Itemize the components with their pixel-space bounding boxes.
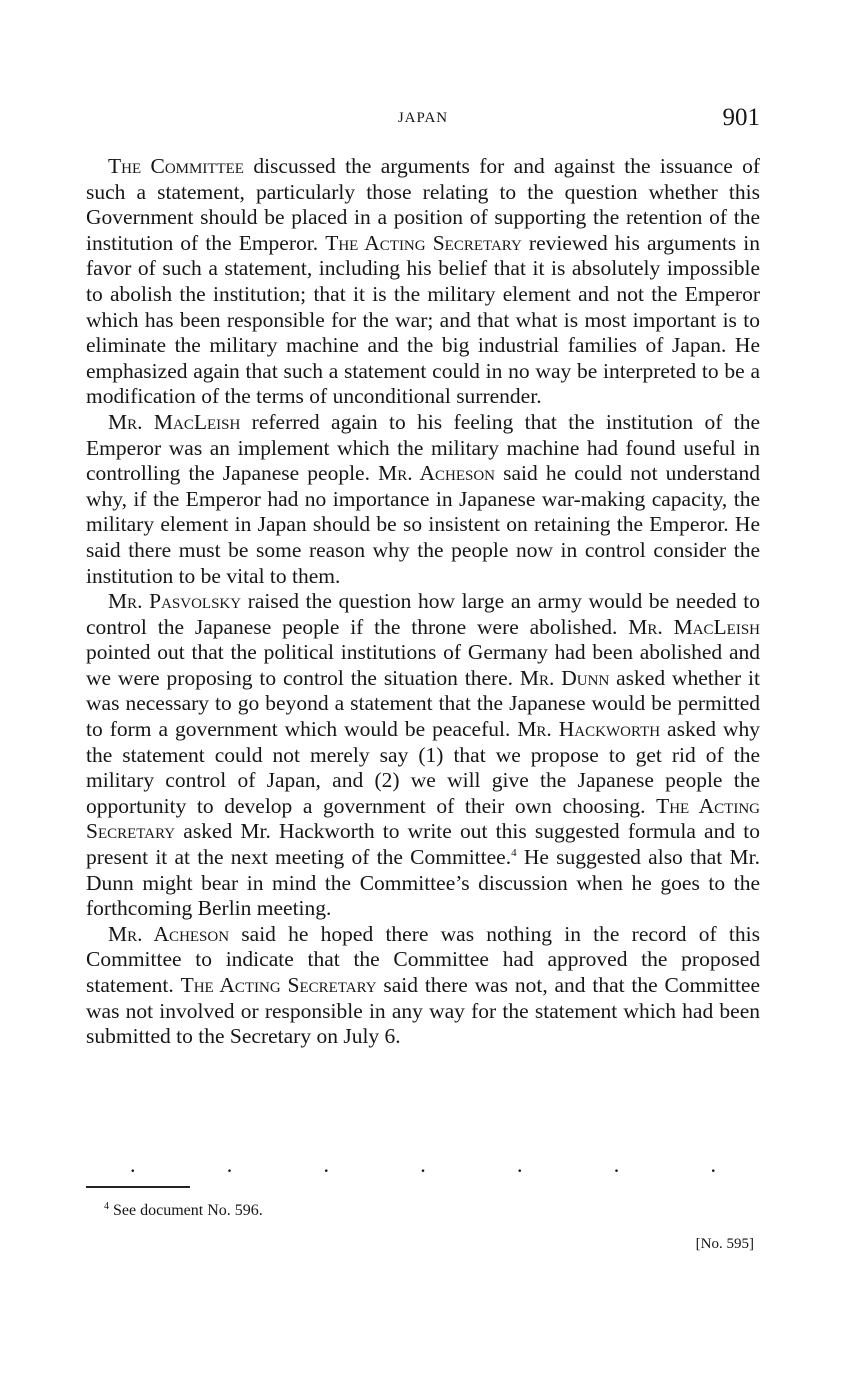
paragraph-text: raised the question how large an army would be needed to control the Japanese people if the throne were abolished. bbox=[86, 589, 760, 639]
ellipsis-dot: . bbox=[130, 1152, 136, 1177]
paragraph-text: said there was not, and that the Committee was not involved or responsible in any way for the statement which had been submitted to the Secretary on July 6. bbox=[86, 973, 761, 1049]
paragraph-text: He suggested also that Mr. Dunn might bear in mind the Committee’s discussion when he goes to the forthcoming Berlin meeting. bbox=[86, 845, 760, 921]
speaker-name: Mr. Acheson bbox=[108, 921, 230, 946]
speaker-name: The Acting Secretary bbox=[325, 230, 522, 255]
page-number: 901 bbox=[722, 104, 760, 131]
speaker-name: Mr. MacLeish bbox=[108, 409, 241, 434]
ellipsis-row bbox=[86, 1152, 760, 1177]
paragraph-text: asked Mr. Hackworth to write out this suggested formula and to present it at the next meeting of the Committee. bbox=[86, 819, 760, 870]
footnote-marker: 4 bbox=[104, 1201, 109, 1212]
footnote bbox=[104, 1202, 263, 1220]
paragraph-text: pointed out that the political institutions of Germany had been abolished and we were proposing to control the situation there. bbox=[86, 640, 760, 690]
ellipsis-dot: . bbox=[226, 1152, 233, 1177]
ellipsis-dot: . bbox=[420, 1152, 426, 1177]
body-text bbox=[86, 154, 760, 1050]
ellipsis-dot: . bbox=[323, 1152, 329, 1177]
speaker-name: Mr. Pasvolsky bbox=[108, 589, 242, 614]
paragraph-text: referred again to his feeling that the institution of the Emperor was an implement which the military machine had found useful in controlling the Japanese people. bbox=[86, 409, 760, 486]
ellipsis-dot: . bbox=[710, 1152, 716, 1177]
speaker-name: Mr. Hackworth bbox=[517, 717, 661, 742]
speaker-name: The Acting Secretary bbox=[86, 793, 760, 844]
speaker-name: Mr. MacLeish bbox=[628, 614, 760, 639]
paragraph-text: asked why the statement could not merely say (1) that we propose to get rid of the military control of Japan, and (2) we will give the Japanese people the opportunity to develop a government of their own choosing. bbox=[86, 717, 761, 818]
speaker-name: The Committee bbox=[108, 154, 244, 178]
document-number: [No. 595] bbox=[695, 1236, 754, 1252]
running-head: JAPAN bbox=[397, 110, 449, 126]
paragraph bbox=[86, 589, 760, 922]
speaker-name: Mr. Dunn bbox=[519, 665, 610, 690]
speaker-name: The Acting Secretary bbox=[180, 973, 377, 997]
ellipsis-dot: . bbox=[613, 1152, 620, 1177]
ellipsis-dot: . bbox=[517, 1152, 523, 1177]
paragraph-text: asked whether it was necessary to go beyond a statement that the Japanese would be permitted to form a government which would be peaceful. bbox=[86, 665, 760, 742]
paragraph bbox=[86, 922, 760, 1050]
footnote-rule bbox=[86, 1186, 190, 1188]
paragraph-text: said he could not understand why, if the Emperor had no importance in Japanese war-making capacity, the military element in Japan should be so insistent on retaining the Emperor. He said there must be some reason why the people now in control consider the institution to be vital to them. bbox=[86, 461, 760, 588]
footnote-reference: 4 bbox=[511, 847, 517, 860]
paragraph-text: said he hoped there was nothing in the record of this Committee to indicate that the Committee had approved the proposed statement. bbox=[86, 921, 760, 997]
paragraph-text: reviewed his arguments in favor of such a statement, including his belief that it is absolutely impossible to abolish the institution; that it is the military element and not the Emperor which has been responsible for the war; and that what is most important is to eliminate the military machine and the big industrial families of Japan. He emphasized again that such a statement could in no way be interpreted to be a modification of the terms of unconditional surrender. bbox=[86, 230, 760, 409]
page-header bbox=[86, 104, 760, 138]
paragraph bbox=[86, 154, 760, 410]
speaker-name: Mr. Acheson bbox=[378, 461, 496, 486]
paragraph-text: discussed the arguments for and against the issuance of such a statement, particularly those relating to the question whether this Government should be placed in a position of supporting the retention of the institution of the Emperor. bbox=[86, 154, 761, 255]
footnote-text: See document No. 596. bbox=[109, 1202, 263, 1219]
paragraph bbox=[86, 410, 760, 589]
